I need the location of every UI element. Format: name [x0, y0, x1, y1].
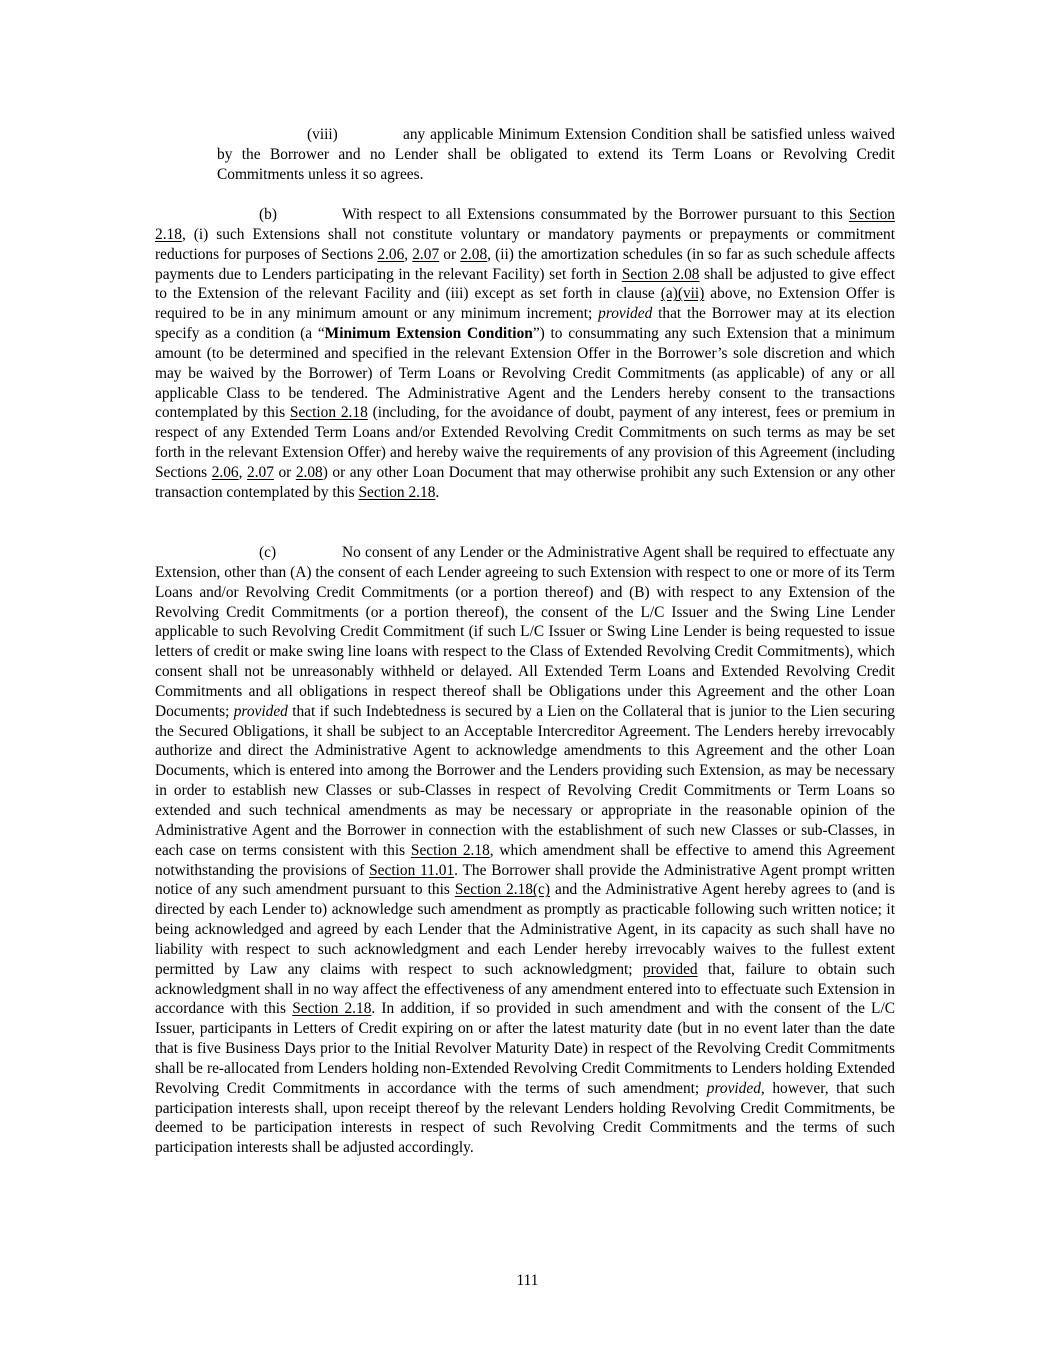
clause-b-text: , (ii) the amortization schedules (in so far as such schedule affects payments due to Lenders participating in the relevant Facility) set forth in: [155, 245, 895, 283]
clause-b-paragraph: [155, 205, 895, 503]
clause-c-paragraph: [155, 543, 895, 1158]
section-reference: Section 2.18: [410, 841, 490, 859]
clause-reference: (a)(vii): [660, 285, 705, 303]
section-reference: 2.07: [412, 245, 440, 263]
clause-b-text: or: [273, 463, 296, 481]
defined-term: Minimum Extension Condition: [324, 325, 533, 343]
section-reference: Section 2.18: [358, 483, 436, 501]
clause-c-text: and the Administrative Agent hereby agrees to (and is directed by each Lender to) acknowledge such amendment as promptly as practicable following such written notice; it being acknowledged and agreed by each Lender that the Administrative Agent, in its capacity as such shall have no liability with respect to such acknowledgment and each Lender hereby irrevocably waives to the fullest extent permitted by Law any claims with respect to such acknowledgment;: [155, 881, 896, 978]
clause-b-text: or: [439, 245, 461, 263]
section-reference: Section 2.18(c): [454, 881, 551, 899]
clause-b-text: .: [435, 483, 440, 501]
clause-c-text: that, failure to obtain such acknowledgment shall in no way affect the effectiveness of any amendment entered into to effectuate such Extension in accordance with this: [155, 960, 895, 1018]
section-reference: 2.08: [460, 245, 488, 263]
section-reference: Section 11.01: [369, 861, 455, 879]
section-reference: Section 2.18: [292, 1000, 372, 1018]
section-reference: Section 2.18: [155, 206, 895, 243]
clause-c-text: , however, that such participation interests shall, upon receipt thereof by the relevant Lenders holding Revolving Credit Commitments, be deemed to be participation interests in respect of such Revolving Credit Commitments and the terms of such participation interests shall be adjusted accordingly.: [155, 1079, 895, 1157]
clause-c-label: (c): [259, 544, 277, 561]
clause-b-text: With respect to all Extensions consummated by the Borrower pursuant to this: [342, 206, 849, 223]
clause-c-text: , which amendment shall be effective to amend this Agreement notwithstanding the provisions of: [155, 841, 896, 879]
clause-viii-text: any applicable Minimum Extension Condition shall be satisfied unless waived by the Borrower and no Lender shall be obligated to extend its Term Loans or Revolving Credit Commitments unless it so agrees.: [217, 126, 895, 183]
section-reference: 2.08: [295, 463, 323, 481]
clause-c-text: . The Borrower shall provide the Administrative Agent prompt written notice of any such amendment pursuant to this: [155, 861, 895, 899]
clause-b-label: (b): [259, 206, 277, 223]
section-reference: Section 2.18: [289, 404, 368, 422]
page-number: 111: [516, 1272, 539, 1289]
clause-c-text: No consent of any Lender or the Administrative Agent shall be required to effectuate any Extension, other than (A) the consent of each Lender agreeing to such Extension with respect to one or more of its Term Loans and/or Revolving Credit Commitments (or a portion thereof) and (B) with respect to any Extension of the Revolving Credit Commitments (or a portion thereof), the consent of the L/C Issuer and the Swing Line Lender applicable to such Revolving Credit Commitment (if such L/C Issuer or Swing Line Lender is being requested to issue letters of credit or make swing line loans with respect to the Class of Extended Revolving Credit Commitments), which consent shall not be unreasonably withheld or delayed. All Extended Term Loans and Extended Revolving Credit Commitments and all obligations in respect thereof shall be Obligations under this Agreement and the other Loan Documents;: [155, 544, 895, 720]
clause-c-text: that if such Indebtedness is secured by a Lien on the Collateral that is junior to the Lien securing the Secured Obligations, it shall be subject to an Acceptable Intercreditor Agreement. The Lenders hereby irrevocably authorize and direct the Administrative Agent to acknowledge amendments to this Agreement and the other Loan Documents, which is entered into among the Borrower and the Lenders providing such Extension, as may be necessary in order to establish new Classes or sub-Classes in respect of Revolving Credit Commitments or Term Loans so extended and such technical amendments as may be necessary or appropriate in the reasonable opinion of the Administrative Agent and the Borrower in connection with the establishment of such new Classes or sub-Classes, in each case on terms consistent with this: [155, 702, 895, 859]
section-reference: 2.07: [247, 463, 274, 481]
provided-term: provided: [598, 305, 653, 323]
provided-term: provided: [233, 702, 288, 720]
section-reference: 2.06: [377, 245, 405, 263]
clause-b-text: that the Borrower may at its election specify as a condition (a “: [155, 305, 895, 343]
provided-term: provided: [642, 960, 698, 978]
clause-b-text: (including, for the avoidance of doubt, payment of any interest, fees or premium in respect of any Extended Term Loans and/or Extended Revolving Credit Commitments on such terms as may be set forth in the relevant Extension Offer) and hereby waive the requirements of any provision of this Agreement (including Sections: [155, 404, 896, 481]
clause-b-text: above, no Extension Offer is required to be in any minimum amount or any minimum increment;: [155, 285, 896, 323]
section-reference: Section 2.08: [621, 265, 700, 283]
clause-b-text: , (i) such Extensions shall not constitute voluntary or mandatory payments or prepayments or commitment reductions for purposes of Sections: [155, 225, 895, 263]
clause-viii-paragraph: [217, 125, 895, 185]
clause-b-text: ) or any other Loan Document that may otherwise prohibit any such Extension or any other transaction contemplated by this: [155, 463, 895, 501]
clause-b-text: ,: [238, 463, 247, 481]
clause-c-text: . In addition, if so provided in such amendment and with the consent of the L/C Issuer, participants in Letters of Credit expiring on or after the latest maturity date (but in no event later than the date that is five Business Days prior to the Initial Revolver Maturity Date) in respect of the Revolving Credit Commitments shall be re-allocated from Lenders holding non-Extended Revolving Credit Commitments to Lenders holding Extended Revolving Credit Commitments in accordance with the terms of such amendment;: [155, 1000, 896, 1097]
clause-viii-label: (viii): [307, 126, 338, 143]
clause-b-text: ,: [404, 245, 413, 263]
clause-b-text: shall be adjusted to give effect to the Extension of the relevant Facility and (iii) except as set forth in clause: [155, 265, 895, 303]
section-reference: 2.06: [211, 463, 239, 481]
provided-term: provided: [706, 1079, 761, 1097]
clause-b-text: ”) to consummating any such Extension that a minimum amount (to be determined and specified in the relevant Extension Offer in the Borrower’s sole discretion and which may be waived by the Borrower) of Term Loans or Revolving Credit Commitments (as applicable) of any or all applicable Class to be tendered. The Administrative Agent and the Lenders hereby consent to the transactions contemplated by this: [155, 325, 895, 422]
